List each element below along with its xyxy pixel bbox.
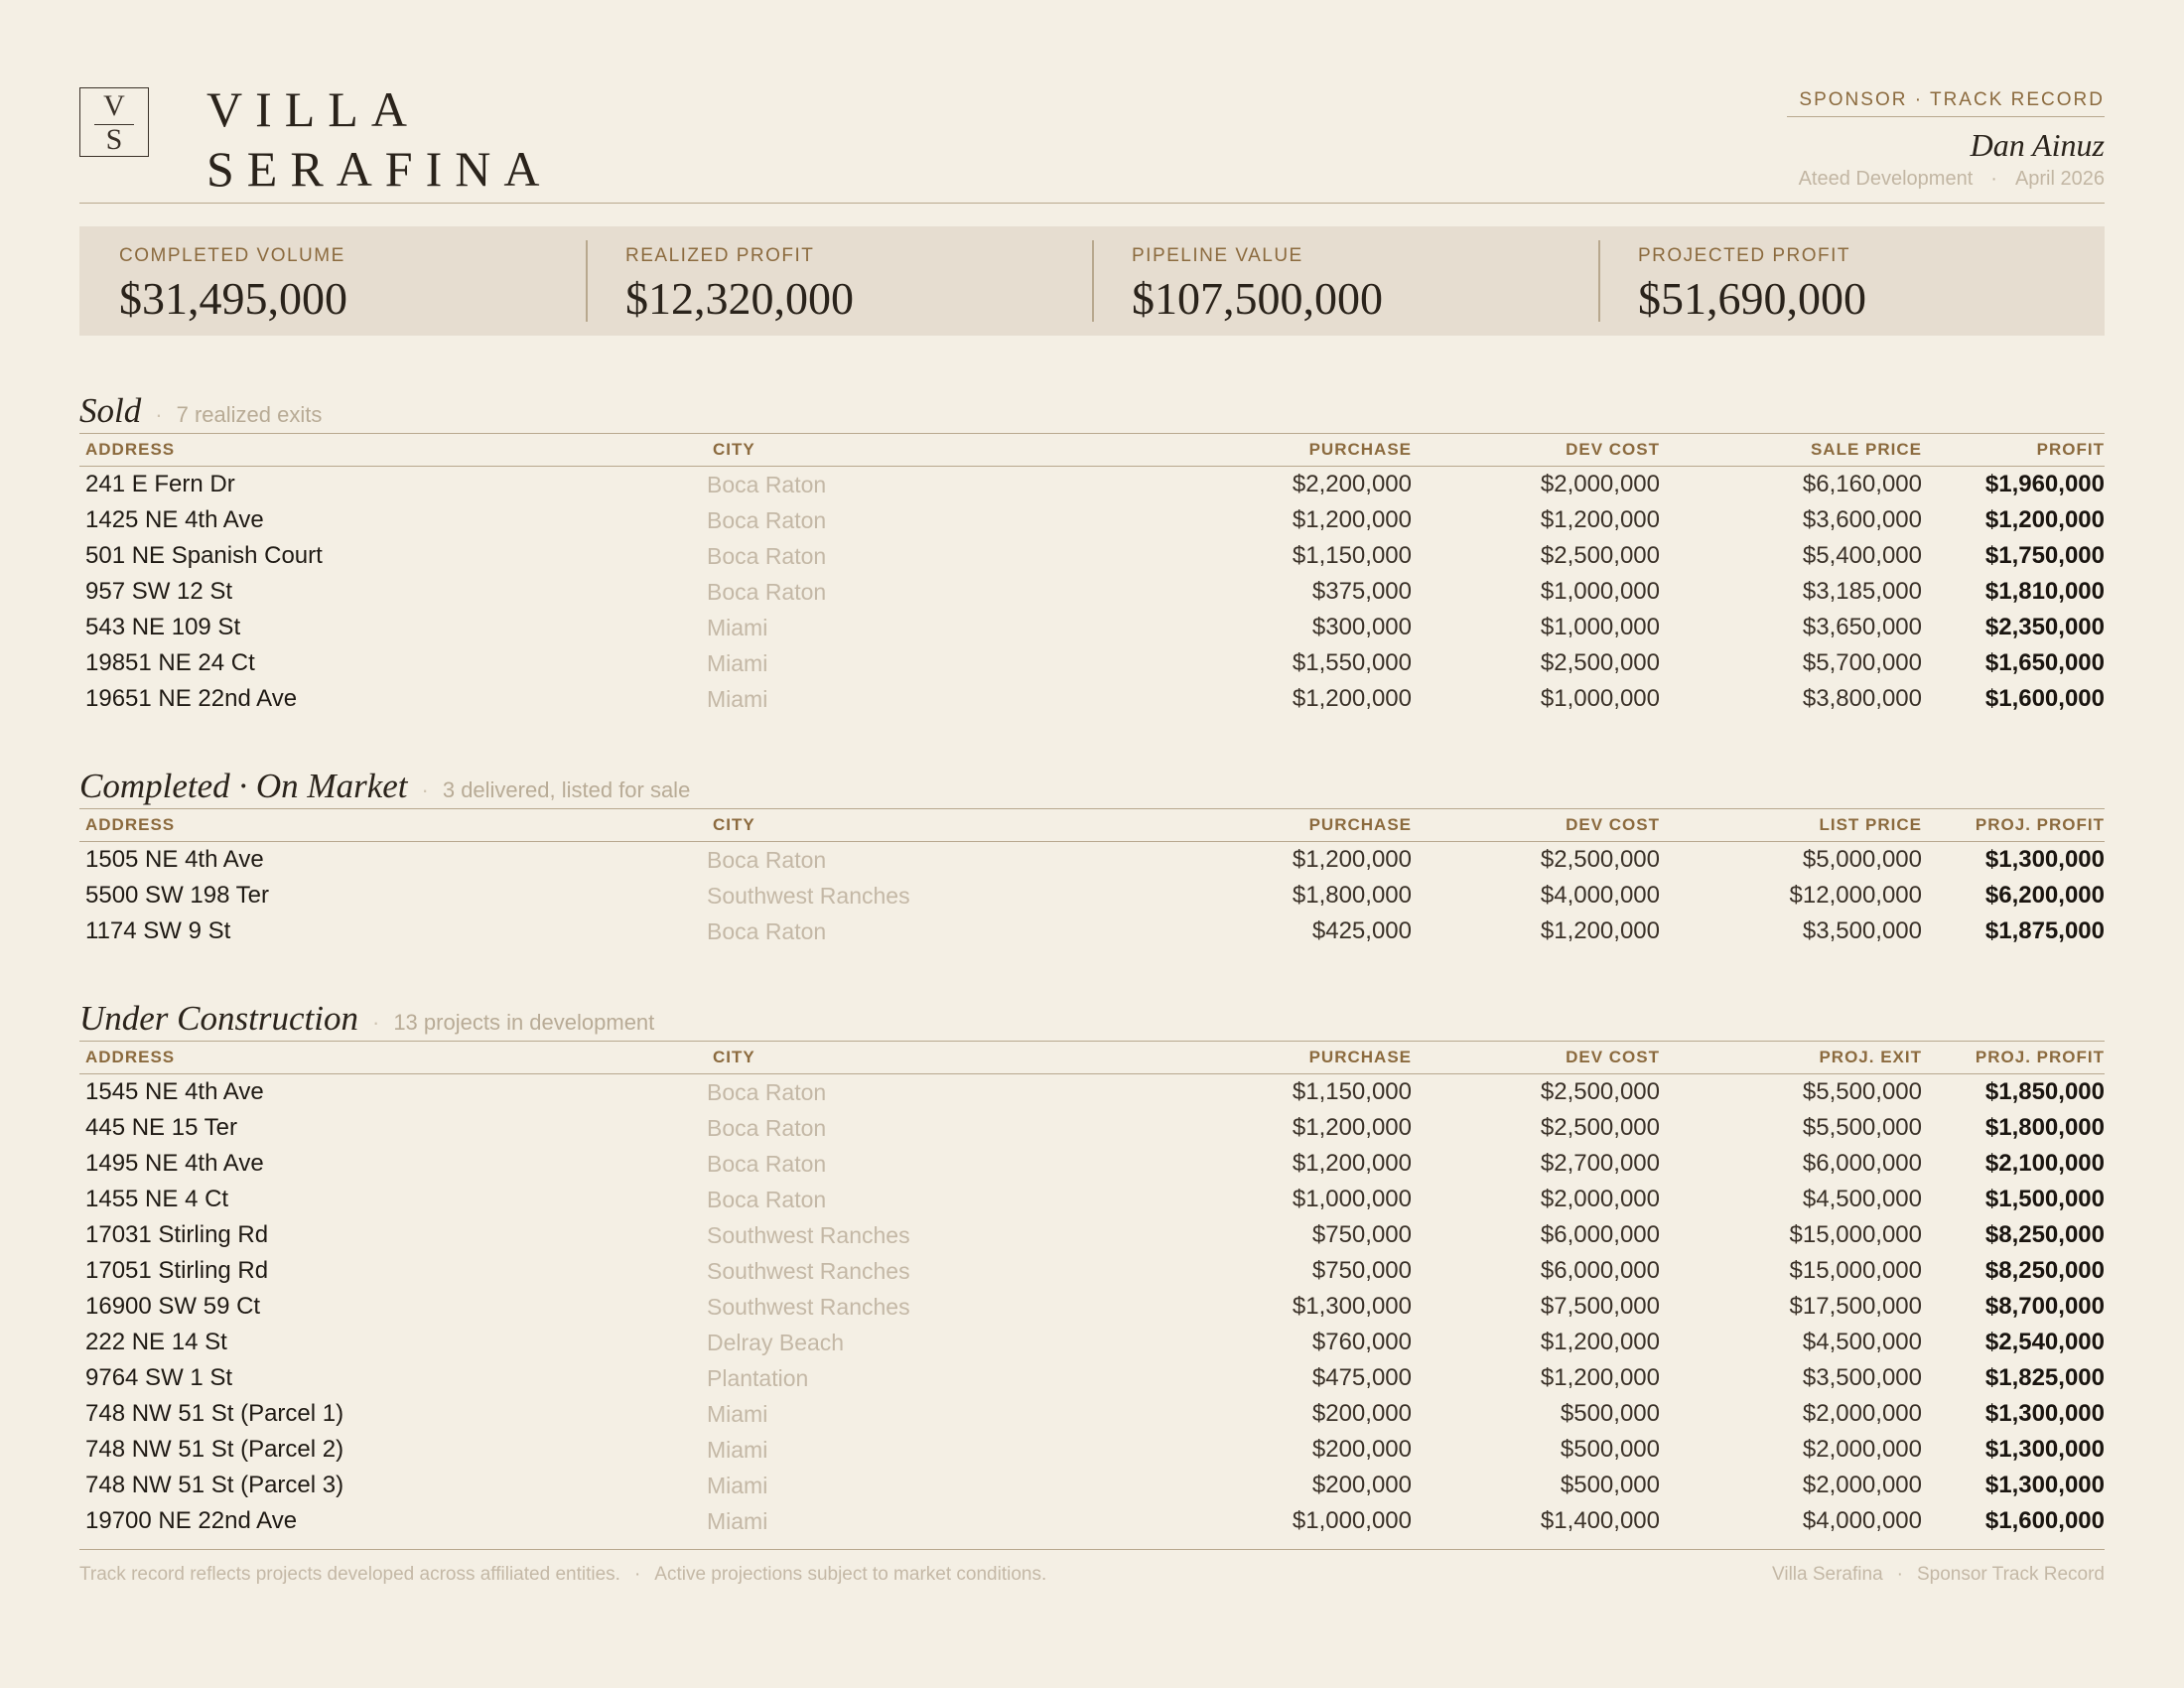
cell-city: Boca Raton — [707, 918, 827, 944]
monogram-bottom-letter: S — [105, 123, 123, 156]
cell-purchase: $1,000,000 — [1292, 1186, 1412, 1212]
table-row — [79, 610, 2105, 645]
cell-exit-price: $5,400,000 — [1802, 542, 1922, 569]
cell-exit-price: $3,500,000 — [1802, 917, 1922, 944]
cell-exit-price: $15,000,000 — [1789, 1221, 1922, 1248]
cell-purchase: $375,000 — [1311, 578, 1412, 605]
page-footer — [79, 1549, 2105, 1586]
cell-purchase: $750,000 — [1311, 1257, 1412, 1284]
cell-address: 501 NE Spanish Court — [85, 542, 323, 569]
section-count: 3 — [442, 777, 456, 802]
cell-profit: $2,540,000 — [1984, 1329, 2105, 1355]
cell-city: Miami — [707, 1473, 768, 1498]
cell-exit-price: $17,500,000 — [1789, 1293, 1922, 1320]
cell-city: Plantation — [707, 1365, 809, 1391]
section-table — [79, 1041, 2105, 1539]
cell-dev-cost: $1,400,000 — [1540, 1507, 1660, 1534]
cell-exit-price: $5,700,000 — [1802, 649, 1922, 676]
table-header-row — [79, 809, 2105, 842]
cell-profit: $1,500,000 — [1984, 1186, 2105, 1212]
table-row — [79, 1110, 2105, 1146]
table-row — [79, 1468, 2105, 1503]
table-row — [79, 1432, 2105, 1468]
kpi-projected-profit — [1598, 226, 2105, 336]
cell-address: 748 NW 51 St (Parcel 1) — [85, 1400, 344, 1427]
footer-right-2: Sponsor Track Record — [1916, 1564, 2105, 1585]
report-date: April 2026 — [2014, 168, 2105, 190]
cell-city: Boca Raton — [707, 1151, 827, 1177]
cell-dev-cost: $2,500,000 — [1540, 1114, 1660, 1141]
cell-purchase: $1,200,000 — [1292, 846, 1412, 873]
section-title: Sold — [79, 391, 142, 430]
cell-exit-price: $5,500,000 — [1802, 1114, 1922, 1141]
cell-dev-cost: $6,000,000 — [1540, 1257, 1660, 1284]
cell-purchase: $1,200,000 — [1292, 1114, 1412, 1141]
cell-purchase: $425,000 — [1311, 917, 1412, 944]
cell-address: 5500 SW 198 Ter — [85, 882, 270, 909]
cell-profit: $8,250,000 — [1984, 1221, 2105, 1248]
cell-exit-price: $5,000,000 — [1802, 846, 1922, 873]
cell-purchase: $1,000,000 — [1292, 1507, 1412, 1534]
cell-purchase: $200,000 — [1311, 1400, 1412, 1427]
table-row — [79, 645, 2105, 681]
column-header: LIST PRICE — [1660, 809, 1922, 842]
kpi-value: $107,500,000 — [1132, 273, 1383, 324]
footer-note-2: Active projections subject to market conditions. — [654, 1564, 1047, 1585]
column-header: SALE PRICE — [1660, 434, 1922, 467]
cell-profit: $1,600,000 — [1984, 685, 2105, 712]
cell-purchase: $1,200,000 — [1292, 506, 1412, 533]
cell-purchase: $1,550,000 — [1292, 649, 1412, 676]
table-row — [79, 1217, 2105, 1253]
cell-address: 19700 NE 22nd Ave — [85, 1507, 298, 1534]
cell-address: 445 NE 15 Ter — [85, 1114, 237, 1141]
cell-exit-price: $6,160,000 — [1802, 471, 1922, 497]
cell-city: Miami — [707, 1508, 768, 1534]
brand-name — [206, 79, 552, 199]
cell-city: Miami — [707, 615, 768, 640]
cell-profit: $8,250,000 — [1984, 1257, 2105, 1284]
cell-exit-price: $3,800,000 — [1802, 685, 1922, 712]
section-table — [79, 808, 2105, 949]
cell-dev-cost: $2,700,000 — [1540, 1150, 1660, 1177]
cell-address: 19651 NE 22nd Ave — [85, 685, 298, 712]
cell-exit-price: $3,650,000 — [1802, 614, 1922, 640]
column-header: PROFIT — [1922, 434, 2105, 467]
cell-city: Boca Raton — [707, 1079, 827, 1105]
cell-dev-cost: $2,500,000 — [1540, 542, 1660, 569]
column-header: ADDRESS — [79, 1042, 707, 1074]
cell-city: Miami — [707, 650, 768, 676]
cell-city: Boca Raton — [707, 1115, 827, 1141]
cell-dev-cost: $6,000,000 — [1540, 1221, 1660, 1248]
section-completed-on-market — [79, 765, 2105, 949]
cell-address: 19851 NE 24 Ct — [85, 649, 255, 676]
cell-dev-cost: $4,000,000 — [1540, 882, 1660, 909]
footer-notes: Track record reflects projects developed across affiliated entities. · Active projections subject to market conditions. — [79, 1564, 1047, 1585]
cell-profit: $1,300,000 — [1984, 1400, 2105, 1427]
column-header: DEV COST — [1412, 1042, 1660, 1074]
cell-address: 17051 Stirling Rd — [85, 1257, 269, 1284]
table-row — [79, 842, 2105, 879]
table-row — [79, 1146, 2105, 1182]
cell-profit: $8,700,000 — [1984, 1293, 2105, 1320]
column-header: CITY — [707, 434, 1017, 467]
cell-dev-cost: $2,000,000 — [1540, 1186, 1660, 1212]
column-header: ADDRESS — [79, 434, 707, 467]
cell-profit: $1,650,000 — [1984, 649, 2105, 676]
column-header: ADDRESS — [79, 809, 707, 842]
cell-city: Southwest Ranches — [707, 1258, 910, 1284]
table-row — [79, 1074, 2105, 1111]
cell-dev-cost: $500,000 — [1560, 1400, 1660, 1427]
section-subtitle-text: realized exits — [194, 402, 323, 427]
section-title: Under Construction — [79, 999, 358, 1038]
column-header: PROJ. EXIT — [1660, 1042, 1922, 1074]
page-header — [79, 79, 2105, 204]
cell-address: 543 NE 109 St — [85, 614, 241, 640]
table-row — [79, 574, 2105, 610]
column-header: PURCHASE — [1017, 434, 1412, 467]
cell-dev-cost: $2,500,000 — [1540, 1078, 1660, 1105]
cell-city: Southwest Ranches — [707, 1222, 910, 1248]
table-row — [79, 681, 2105, 717]
cell-exit-price: $3,600,000 — [1802, 506, 1922, 533]
cell-profit: $1,300,000 — [1984, 846, 2105, 873]
cell-exit-price: $4,500,000 — [1802, 1186, 1922, 1212]
cell-purchase: $1,200,000 — [1292, 685, 1412, 712]
monogram-top-letter: V — [103, 89, 125, 122]
table-row — [79, 878, 2105, 914]
cell-city: Southwest Ranches — [707, 883, 910, 909]
table-row — [79, 1325, 2105, 1360]
cell-exit-price: $2,000,000 — [1802, 1400, 1922, 1427]
column-header: PURCHASE — [1017, 1042, 1412, 1074]
cell-purchase: $200,000 — [1311, 1436, 1412, 1463]
section-subtitle: · 3 delivered, listed for sale — [421, 777, 691, 802]
cell-address: 1174 SW 9 St — [85, 917, 231, 944]
cell-exit-price: $3,500,000 — [1802, 1364, 1922, 1391]
table-row — [79, 502, 2105, 538]
section-subtitle: · 7 realized exits — [155, 402, 323, 427]
cell-profit: $1,850,000 — [1984, 1078, 2105, 1105]
cell-city: Southwest Ranches — [707, 1294, 910, 1320]
cell-purchase: $1,800,000 — [1292, 882, 1412, 909]
cell-exit-price: $2,000,000 — [1802, 1436, 1922, 1463]
cell-dev-cost: $2,500,000 — [1540, 649, 1660, 676]
cell-city: Miami — [707, 1401, 768, 1427]
section-header — [79, 765, 2105, 808]
table-row — [79, 1396, 2105, 1432]
cell-profit: $1,825,000 — [1984, 1364, 2105, 1391]
cell-purchase: $1,300,000 — [1292, 1293, 1412, 1320]
cell-dev-cost: $1,000,000 — [1540, 578, 1660, 605]
document-kicker: SPONSOR · TRACK RECORD — [1787, 89, 2105, 117]
cell-address: 957 SW 12 St — [85, 578, 233, 605]
cell-city: Miami — [707, 1437, 768, 1463]
cell-city: Delray Beach — [707, 1330, 845, 1355]
cell-profit: $1,300,000 — [1984, 1436, 2105, 1463]
cell-address: 1545 NE 4th Ave — [85, 1078, 264, 1105]
kpi-label: PROJECTED PROFIT — [1638, 245, 1851, 266]
company-date: Ateed Development · April 2026 — [1798, 168, 2105, 190]
section-under-construction — [79, 997, 2105, 1539]
kpi-realized-profit — [586, 226, 1092, 336]
cell-address: 9764 SW 1 St — [85, 1364, 233, 1391]
cell-exit-price: $5,500,000 — [1802, 1078, 1922, 1105]
cell-purchase: $300,000 — [1311, 614, 1412, 640]
cell-exit-price: $3,185,000 — [1802, 578, 1922, 605]
cell-exit-price: $2,000,000 — [1802, 1472, 1922, 1498]
section-header — [79, 389, 2105, 433]
cell-profit: $2,100,000 — [1984, 1150, 2105, 1177]
footer-right: Villa Serafina · Sponsor Track Record — [1772, 1564, 2105, 1585]
cell-profit: $2,350,000 — [1984, 614, 2105, 640]
kpi-label: COMPLETED VOLUME — [119, 245, 345, 266]
cell-address: 241 E Fern Dr — [85, 471, 235, 497]
section-subtitle: · 13 projects in development — [371, 1010, 655, 1035]
kpi-label: REALIZED PROFIT — [625, 245, 815, 266]
table-row — [79, 538, 2105, 574]
kpi-value: $51,690,000 — [1638, 273, 1866, 324]
kpi-value: $12,320,000 — [625, 273, 854, 324]
cell-purchase: $1,150,000 — [1292, 542, 1412, 569]
section-subtitle-text: projects in development — [423, 1010, 655, 1035]
cell-dev-cost: $1,200,000 — [1540, 1329, 1660, 1355]
cell-profit: $1,875,000 — [1984, 917, 2105, 944]
cell-dev-cost: $1,000,000 — [1540, 614, 1660, 640]
table-row — [79, 1503, 2105, 1539]
footer-right-1: Villa Serafina — [1772, 1564, 1883, 1585]
section-count: 13 — [393, 1010, 418, 1035]
cell-city: Boca Raton — [707, 1187, 827, 1212]
cell-purchase: $1,200,000 — [1292, 1150, 1412, 1177]
cell-address: 1425 NE 4th Ave — [85, 506, 264, 533]
cell-address: 17031 Stirling Rd — [85, 1221, 269, 1248]
column-header: PROJ. PROFIT — [1922, 1042, 2105, 1074]
footer-note-1: Track record reflects projects developed across affiliated entities. — [79, 1564, 620, 1585]
cell-profit: $1,200,000 — [1984, 506, 2105, 533]
section-sold — [79, 389, 2105, 717]
cell-dev-cost: $1,000,000 — [1540, 685, 1660, 712]
cell-dev-cost: $1,200,000 — [1540, 1364, 1660, 1391]
cell-exit-price: $4,000,000 — [1802, 1507, 1922, 1534]
column-header: PROJ. PROFIT — [1922, 809, 2105, 842]
cell-dev-cost: $1,200,000 — [1540, 506, 1660, 533]
cell-city: Boca Raton — [707, 472, 827, 497]
cell-profit: $1,600,000 — [1984, 1507, 2105, 1534]
cell-dev-cost: $500,000 — [1560, 1436, 1660, 1463]
cell-city: Boca Raton — [707, 543, 827, 569]
cell-exit-price: $4,500,000 — [1802, 1329, 1922, 1355]
cell-profit: $1,960,000 — [1984, 471, 2105, 497]
section-header — [79, 997, 2105, 1041]
header-meta — [1707, 89, 2105, 193]
cell-city: Boca Raton — [707, 847, 827, 873]
sponsor-name: Dan Ainuz — [1970, 127, 2105, 163]
table-row — [79, 467, 2105, 503]
company-name: Ateed Development — [1798, 168, 1974, 190]
table-row — [79, 1182, 2105, 1217]
cell-profit: $6,200,000 — [1984, 882, 2105, 909]
column-header: CITY — [707, 809, 1017, 842]
cell-address: 16900 SW 59 Ct — [85, 1293, 261, 1320]
table-header-row — [79, 1042, 2105, 1074]
kpi-pipeline-value — [1092, 226, 1598, 336]
cell-profit: $1,300,000 — [1984, 1472, 2105, 1498]
column-header: DEV COST — [1412, 434, 1660, 467]
cell-profit: $1,810,000 — [1984, 578, 2105, 605]
cell-address: 222 NE 14 St — [85, 1329, 227, 1355]
cell-purchase: $2,200,000 — [1292, 471, 1412, 497]
column-header: PURCHASE — [1017, 809, 1412, 842]
cell-address: 1455 NE 4 Ct — [85, 1186, 229, 1212]
cell-dev-cost: $2,000,000 — [1540, 471, 1660, 497]
section-subtitle-text: delivered, listed for sale — [461, 777, 691, 802]
cell-address: 1495 NE 4th Ave — [85, 1150, 264, 1177]
cell-exit-price: $12,000,000 — [1789, 882, 1922, 909]
cell-city: Miami — [707, 686, 768, 712]
monogram-logo — [79, 87, 149, 157]
brand-line-1: VILLA — [206, 81, 420, 137]
table-row — [79, 914, 2105, 949]
cell-dev-cost: $500,000 — [1560, 1472, 1660, 1498]
table-row — [79, 1253, 2105, 1289]
cell-city: Boca Raton — [707, 579, 827, 605]
cell-dev-cost: $1,200,000 — [1540, 917, 1660, 944]
cell-address: 748 NW 51 St (Parcel 3) — [85, 1472, 344, 1498]
kpi-value: $31,495,000 — [119, 273, 347, 324]
cell-address: 748 NW 51 St (Parcel 2) — [85, 1436, 344, 1463]
section-count: 7 — [176, 402, 189, 427]
column-header: DEV COST — [1412, 809, 1660, 842]
brand-line-2: SERAFINA — [206, 141, 553, 197]
table-row — [79, 1360, 2105, 1396]
cell-profit: $1,750,000 — [1984, 542, 2105, 569]
cell-exit-price: $6,000,000 — [1802, 1150, 1922, 1177]
section-title: Completed · On Market — [79, 767, 408, 805]
kpi-band — [79, 226, 2105, 336]
table-row — [79, 1289, 2105, 1325]
kpi-completed-volume — [79, 226, 586, 336]
kpi-label: PIPELINE VALUE — [1132, 245, 1303, 266]
cell-dev-cost: $7,500,000 — [1540, 1293, 1660, 1320]
track-record-page — [79, 0, 2105, 1688]
cell-purchase: $475,000 — [1311, 1364, 1412, 1391]
section-table — [79, 433, 2105, 717]
cell-purchase: $750,000 — [1311, 1221, 1412, 1248]
cell-dev-cost: $2,500,000 — [1540, 846, 1660, 873]
cell-purchase: $200,000 — [1311, 1472, 1412, 1498]
cell-profit: $1,800,000 — [1984, 1114, 2105, 1141]
cell-purchase: $760,000 — [1311, 1329, 1412, 1355]
cell-address: 1505 NE 4th Ave — [85, 846, 264, 873]
column-header: CITY — [707, 1042, 1017, 1074]
cell-exit-price: $15,000,000 — [1789, 1257, 1922, 1284]
cell-purchase: $1,150,000 — [1292, 1078, 1412, 1105]
table-header-row — [79, 434, 2105, 467]
cell-city: Boca Raton — [707, 507, 827, 533]
